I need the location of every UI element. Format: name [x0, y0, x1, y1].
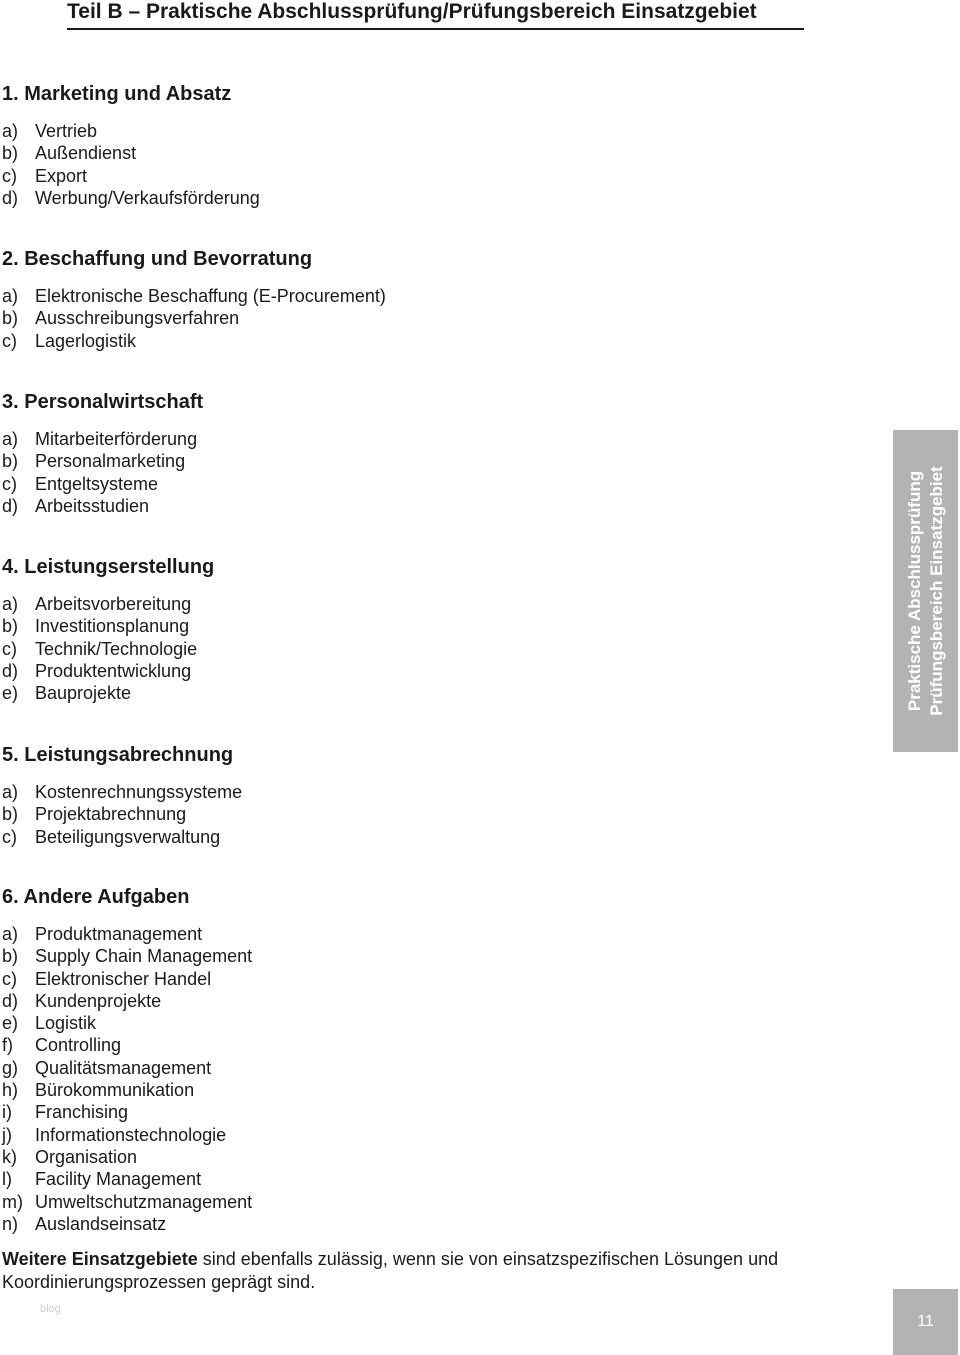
- item-text: Export: [35, 165, 88, 186]
- section-marketing: [2, 82, 802, 209]
- item-text: Außendienst: [35, 143, 137, 164]
- list-item: [2, 495, 802, 517]
- section-leistungserstellung: [2, 555, 802, 704]
- item-key: e): [2, 1013, 19, 1034]
- list-item: [2, 120, 802, 142]
- item-key: b): [2, 451, 19, 472]
- item-key: a): [2, 121, 19, 141]
- item-key: i): [2, 1102, 12, 1123]
- item-text: Facility Management: [35, 1169, 202, 1190]
- item-key: f): [2, 1035, 13, 1056]
- item-key: c): [2, 330, 17, 351]
- list-item: [2, 615, 802, 637]
- item-key: d): [2, 660, 19, 681]
- item-text: Umweltschutzmanagement: [35, 1191, 253, 1212]
- item-text: Elektronischer Handel: [35, 968, 212, 989]
- side-tab-line-2: Prüfungsbereich Einsatzgebiet: [926, 466, 946, 716]
- item-text: Lagerlogistik: [35, 330, 137, 351]
- page-number: 11: [893, 1289, 958, 1355]
- list-item: [2, 142, 802, 164]
- section-heading: 4. Leistungserstellung: [2, 556, 215, 578]
- item-key: a): [2, 782, 19, 802]
- list-item: [2, 450, 802, 472]
- list-item: [2, 826, 802, 848]
- footer-note-bold: Weitere Einsatzgebiete: [2, 1249, 198, 1269]
- list-item: [2, 428, 802, 450]
- item-text: Logistik: [35, 1013, 97, 1034]
- item-text: Elektronische Beschaffung (E-Procurement): [35, 286, 386, 306]
- item-text: Kostenrechnungssysteme: [35, 782, 243, 802]
- item-text: Controlling: [35, 1035, 122, 1056]
- item-key: b): [2, 616, 19, 637]
- item-key: n): [2, 1213, 19, 1234]
- side-tab-line-1: Praktische Abschlussprüfung: [904, 470, 924, 712]
- list-item: [2, 638, 802, 660]
- item-text: Qualitätsmanagement: [35, 1057, 212, 1078]
- list-item: [2, 1101, 802, 1123]
- item-text: Vertrieb: [35, 121, 98, 141]
- item-key: k): [2, 1146, 17, 1167]
- item-text: Informationstechnologie: [35, 1124, 227, 1145]
- list-item: [2, 307, 802, 329]
- section-leistungsabrechnung: [2, 743, 802, 848]
- item-key: a): [2, 594, 19, 614]
- section-heading: 3. Personalwirtschaft: [2, 391, 204, 413]
- page-title: Teil B – Praktische Abschlussprüfung/Prüfungsbereich Einsatzgebiet: [67, 0, 804, 30]
- list-item: [2, 473, 802, 495]
- item-key: c): [2, 165, 17, 186]
- item-text: Organisation: [35, 1146, 138, 1167]
- item-key: a): [2, 286, 19, 306]
- list-item: [2, 593, 802, 615]
- section-personal: [2, 390, 802, 517]
- item-key: d): [2, 495, 19, 516]
- list-item: [2, 945, 802, 967]
- section-heading: 6. Andere Aufgaben: [2, 886, 190, 908]
- item-key: c): [2, 473, 17, 494]
- item-text: Auslandseinsatz: [35, 1213, 167, 1234]
- item-text: Werbung/Verkaufsförderung: [35, 187, 260, 208]
- list-item: [2, 1168, 802, 1190]
- item-key: d): [2, 187, 19, 208]
- section-beschaffung: [2, 247, 802, 352]
- item-key: b): [2, 946, 19, 967]
- item-text: Investitionsplanung: [35, 616, 190, 637]
- list-item: [2, 1079, 802, 1101]
- item-key: b): [2, 308, 19, 329]
- item-text: Arbeitsstudien: [35, 495, 150, 516]
- item-key: j): [2, 1124, 12, 1145]
- list-item: [2, 1213, 802, 1235]
- list-item: [2, 682, 802, 704]
- list-item: [2, 165, 802, 187]
- item-key: g): [2, 1057, 19, 1078]
- item-key: l): [2, 1169, 12, 1190]
- item-key: a): [2, 429, 19, 449]
- list-item: [2, 1124, 802, 1146]
- item-text: Produktmanagement: [35, 924, 203, 944]
- list-item: [2, 968, 802, 990]
- item-text: Beteiligungsverwaltung: [35, 826, 221, 847]
- list-item: [2, 330, 802, 352]
- item-text: Produktentwicklung: [35, 660, 192, 681]
- item-text: Projektabrechnung: [35, 804, 187, 825]
- list-item: [2, 803, 802, 825]
- item-text: Ausschreibungsverfahren: [35, 308, 240, 329]
- item-text: Technik/Technologie: [35, 638, 198, 659]
- item-text: Mitarbeiterförderung: [35, 429, 198, 449]
- section-heading: 5. Leistungsabrechnung: [2, 744, 234, 766]
- item-key: b): [2, 143, 19, 164]
- section-heading: 1. Marketing und Absatz: [2, 83, 232, 105]
- item-text: Bürokommunikation: [35, 1080, 195, 1101]
- item-text: Bauprojekte: [35, 683, 132, 704]
- item-key: m): [2, 1191, 23, 1212]
- list-item: [2, 187, 802, 209]
- list-item: [2, 990, 802, 1012]
- list-item: [2, 1146, 802, 1168]
- item-key: c): [2, 968, 17, 989]
- item-key: c): [2, 826, 17, 847]
- footer-note-text: sind ebenfalls zulässig, wenn sie von einsatzspezifischen Lösungen und Koordinierungsprozessen geprägt sind.: [2, 1249, 779, 1292]
- side-tab-text: [904, 466, 948, 715]
- list-item: [2, 1034, 802, 1056]
- section-andere-aufgaben: [2, 885, 802, 1235]
- item-text: Supply Chain Management: [35, 946, 253, 967]
- item-key: a): [2, 924, 19, 944]
- list-item: [2, 923, 802, 945]
- item-text: Arbeitsvorbereitung: [35, 594, 192, 614]
- list-item: [2, 1057, 802, 1079]
- list-item: [2, 781, 802, 803]
- item-text: Franchising: [35, 1102, 129, 1123]
- item-text: Entgeltsysteme: [35, 473, 159, 494]
- side-tab: [893, 430, 958, 752]
- list-item: [2, 660, 802, 682]
- list-item: [2, 285, 802, 307]
- item-key: h): [2, 1080, 19, 1101]
- item-key: c): [2, 638, 17, 659]
- item-text: Personalmarketing: [35, 451, 186, 472]
- item-text: Kundenprojekte: [35, 990, 162, 1011]
- footer-note: [2, 1248, 822, 1293]
- watermark: blog: [40, 1303, 61, 1315]
- list-item: [2, 1191, 802, 1213]
- item-key: d): [2, 990, 19, 1011]
- section-heading: 2. Beschaffung und Bevorratung: [2, 248, 313, 270]
- list-item: [2, 1012, 802, 1034]
- item-key: e): [2, 683, 19, 704]
- item-key: b): [2, 804, 19, 825]
